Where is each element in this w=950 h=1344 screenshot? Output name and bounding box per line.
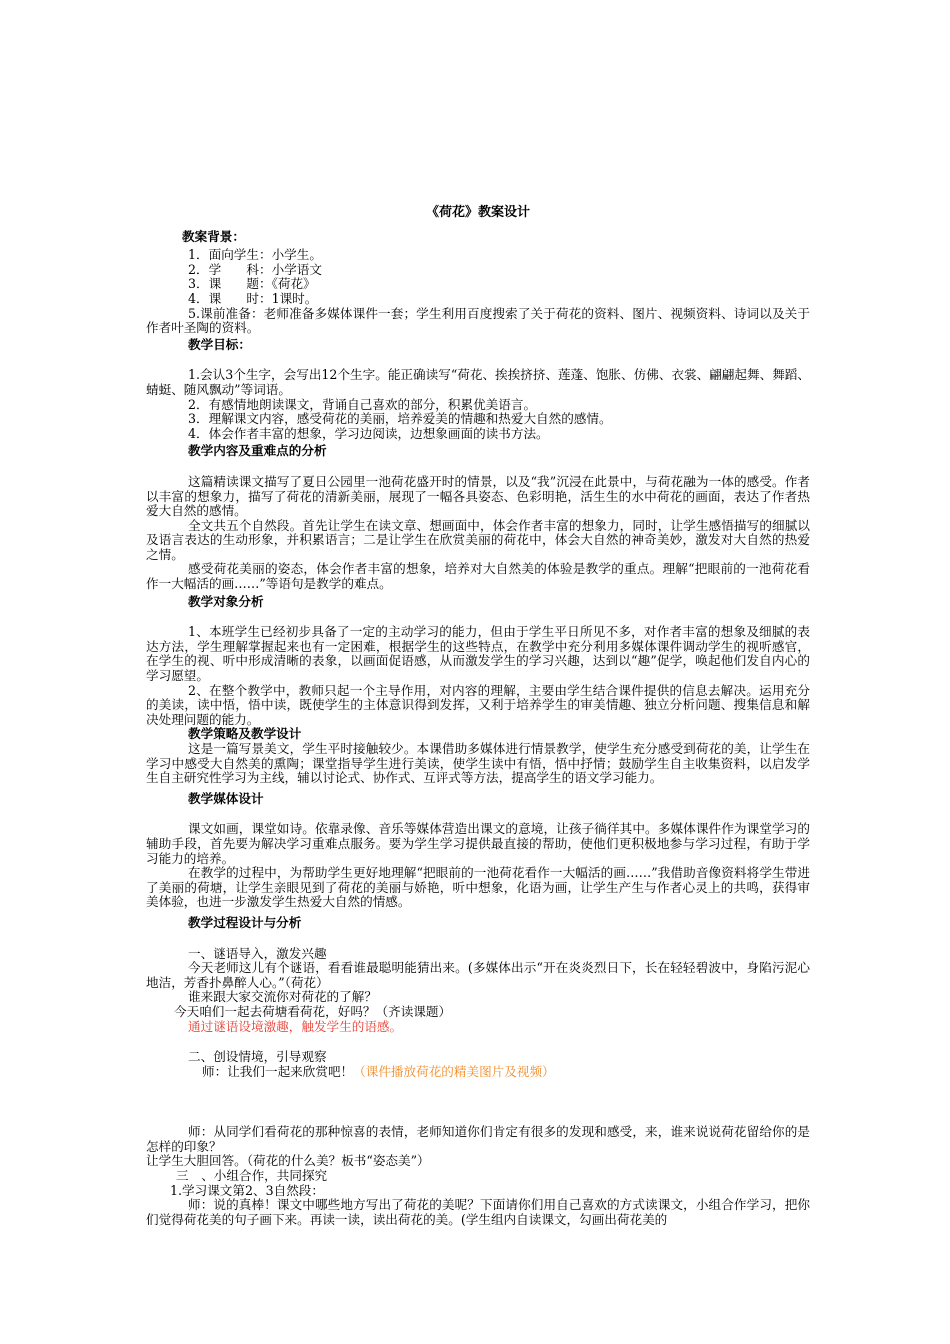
process-subtitle: 1.学习课文第2、3自然段： xyxy=(170,1182,324,1198)
background-item: 3．课 题：《荷花》 xyxy=(188,276,316,292)
process-section-title: 一、谜语导入，激发兴趣 xyxy=(188,945,327,961)
process-note: （课件播放荷花的精美图片及视频） xyxy=(353,1063,555,1079)
process-note: 通过谜语设境激趣，触发学生的语感。 xyxy=(188,1018,403,1034)
media-para: 课文如画，课堂如诗。依靠录像、音乐等媒体营造出课文的意境，让孩子徜徉其中。多媒体课件作为课堂学习的辅助手段，首先要为解决学习重难点服务。要为学生学习提供最直接的帮助，使他们更积极地参与学习过程，有助于学习能力的培养。 xyxy=(146,821,810,866)
media-para: 在教学的过程中，为帮助学生更好地理解“把眼前的一池荷花看作一大幅活的画……”我借助音像资料将学生带进了美丽的荷塘，让学生亲眼见到了荷花的美丽与娇艳，听中想象，化语为画，让学生产生与作者心灵上的共鸣，获得审美体验，也进一步激发学生热爱大自然的情感。 xyxy=(146,865,810,910)
background-item: 2．学 科：小学语文 xyxy=(188,261,322,277)
teacher-line: 师：让我们一起来欣赏吧！ xyxy=(202,1063,354,1079)
goals-heading: 教学目标： xyxy=(188,336,251,352)
students-heading: 教学对象分析 xyxy=(188,593,264,609)
process-para: 让学生大胆回答。（荷花的什么美？板书“姿态美”） xyxy=(146,1153,430,1169)
process-section-title: 二、创设情境，引导观察 xyxy=(188,1049,327,1065)
goal-item: 2．有感情地朗读课文，背诵自己喜欢的部分，积累优美语言。 xyxy=(188,396,537,412)
process-para: 今天咱们一起去荷塘看荷花，好吗？（齐读课题） xyxy=(174,1003,452,1019)
students-para: 1、本班学生已经初步具备了一定的主动学习的能力，但由于学生平日所见不多，对作者丰富的想象及细腻的表达方法，学生理解掌握起来也有一定困难，根据学生的这些特点，在教学中充分利用多媒体课件调动学生的视听感官，在学生的视、听中形成清晰的表象，以画面促语感，从而激发学生的学习兴趣，达到以“趣”促学，唤起他们发自内心的学习愿望。 xyxy=(146,624,810,684)
content-para: 全文共五个自然段。首先让学生在读文章、想画面中，体会作者丰富的想象力，同时，让学生感悟描写的细腻以及语言表达的生动形象，并积累语言；二是让学生在欣赏美丽的荷花中，体会大自然的神奇美妙，激发对大自然的热爱之情。 xyxy=(146,517,810,562)
background-heading: 教案背景： xyxy=(182,228,245,244)
document-title: 《荷花》教案设计 xyxy=(425,205,530,220)
strategy-heading: 教学策略及教学设计 xyxy=(188,726,302,742)
content-heading: 教学内容及重难点的分析 xyxy=(188,443,327,459)
process-para: 今天老师这儿有个谜语，看看谁最聪明能猜出来。(多媒体出示“开在炎炎烈日下，长在轻轻碧波中，身陷污泥心地洁，芳香扑鼻醉人心。”（荷花） xyxy=(146,960,810,990)
process-para: 师：从同学们看荷花的那种惊喜的表情，老师知道你们肯定有很多的发现和感受，来，谁来说说荷花留给你的是怎样的印象？ xyxy=(146,1124,810,1154)
background-prep: 5.课前准备：老师准备多媒体课件一套；学生利用百度搜索了关于荷花的资料、图片、视频资料、诗词以及关于作者叶圣陶的资料。 xyxy=(146,305,810,336)
goal-item: 1.会认3个生字，会写出12个生字。能正确读写“荷花、挨挨挤挤、莲蓬、饱胀、仿佛、衣裳、翩翩起舞、舞蹈、蜻蜓、随风飘动”等词语。 xyxy=(146,367,810,397)
background-item: 4．课 时：1课时。 xyxy=(188,290,318,306)
content-para: 感受荷花美丽的姿态，体会作者丰富的想象，培养对大自然美的体验是教学的重点。理解“把眼前的一池荷花看作一大幅活的画……”等语句是教学的难点。 xyxy=(146,561,810,592)
process-heading: 教学过程设计与分析 xyxy=(188,914,302,930)
strategy-para: 这是一篇写景美文，学生平时接触较少。本课借助多媒体进行情景教学，使学生充分感受到荷花的美，让学生在学习中感受大自然美的熏陶；课堂指导学生进行美读，使学生读中有悟，悟中抒情；鼓励学生自主收集资料，以启发学生自主研究性学习为主线，辅以讨论式、协作式、互评式等方法，提高学生的语文学习能力。 xyxy=(146,741,810,786)
process-para: 谁来跟大家交流你对荷花的了解？ xyxy=(188,989,377,1005)
students-para: 2、在整个教学中，教师只起一个主导作用，对内容的理解，主要由学生结合课件提供的信息去解决。运用充分的美读，读中悟，悟中读，既使学生的主体意识得到发挥，又利于培养学生的审美情趣、独立分析问题、搜集信息和解决处理问题的能力。 xyxy=(146,682,810,727)
background-item: 1．面向学生：小学生。 xyxy=(188,247,322,263)
goal-item: 3．理解课文内容，感受荷花的美丽，培养爱美的情趣和热爱大自然的感情。 xyxy=(188,411,612,427)
media-heading: 教学媒体设计 xyxy=(188,790,264,806)
process-para xyxy=(146,1065,810,1080)
document-page xyxy=(146,206,810,1227)
process-section-title: 三 、小组合作，共同探究 xyxy=(176,1168,328,1184)
content-para: 这篇精读课文描写了夏日公园里一池荷花盛开时的情景，以及“我”沉浸在此景中，与荷花融为一体的感受。作者以丰富的想象力，描写了荷花的清新美丽，展现了一幅各具姿态、色彩明艳，活生生的水中荷花的画面，表达了作者热爱大自然的感情。 xyxy=(146,473,810,519)
process-para: 师：说的真棒！课文中哪些地方写出了荷花的美呢？下面请你们用自己喜欢的方式读课文，小组合作学习，把你们觉得荷花美的句子画下来。再读一读，读出荷花的美。(学生组内自读课文，勾画出荷花美的 xyxy=(146,1197,810,1227)
goal-item: 4．体会作者丰富的想象，学习边阅读，边想象画面的读书方法。 xyxy=(188,425,549,441)
